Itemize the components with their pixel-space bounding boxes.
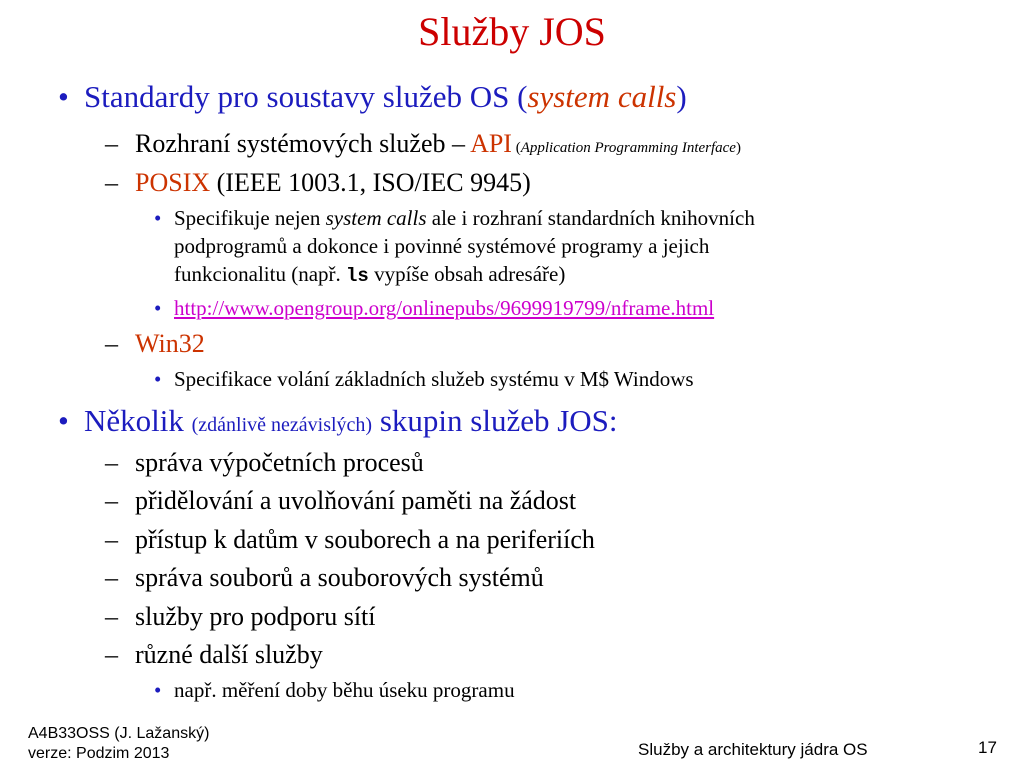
bullet-text: Standardy pro soustavy služeb OS (system calls)	[84, 79, 687, 114]
subsub-text-line3: funkcionalitu (např. ls vypíše obsah adresáře)	[174, 262, 566, 287]
dash-icon: –	[105, 640, 118, 669]
list-item-text: přístup k datům v souborech a na periferiích	[135, 525, 595, 554]
subbullet-text: Win32	[135, 329, 205, 358]
dash-icon: –	[105, 563, 118, 592]
dash-icon: –	[105, 129, 118, 158]
list-item-text: správa výpočetních procesů	[135, 448, 424, 477]
list-item-text: správa souborů a souborových systémů	[135, 563, 544, 592]
subbullet-text: Rozhraní systémových služeb – API (Application Programming Interface)	[135, 129, 741, 158]
subsub-text-line2: podprogramů a dokonce i povinné systémové programy a jejich	[174, 234, 710, 258]
opengroup-link[interactable]: http://www.opengroup.org/onlinepubs/9699919799/nframe.html	[174, 296, 715, 320]
bullet-icon: •	[154, 296, 162, 320]
footer-version: verze: Podzim 2013	[28, 745, 170, 762]
dash-icon: –	[105, 525, 118, 554]
list-item-text: různé další služby	[135, 640, 323, 669]
bullet-icon: •	[58, 403, 69, 438]
bullet-icon: •	[154, 367, 162, 391]
dash-icon: –	[105, 602, 118, 631]
subsub-text: Specifikace volání základních služeb systému v M$ Windows	[174, 367, 694, 391]
dash-icon: –	[105, 329, 118, 358]
dash-icon: –	[105, 448, 118, 477]
bullet-icon: •	[58, 79, 69, 114]
footer-course: A4B33OSS (J. Lažanský)	[28, 725, 210, 742]
dash-icon: –	[105, 486, 118, 515]
footer-topic: Služby a architektury jádra OS	[638, 740, 868, 759]
dash-icon: –	[105, 168, 118, 197]
bullet-icon: •	[154, 206, 162, 230]
page-number: 17	[978, 738, 997, 757]
subbullet-text: POSIX (IEEE 1003.1, ISO/IEC 9945)	[135, 168, 531, 197]
subsub-text: např. měření doby běhu úseku programu	[174, 678, 515, 702]
list-item-text: přidělování a uvolňování paměti na žádost	[135, 486, 577, 515]
page-title: Služby JOS	[418, 9, 606, 54]
bullet-icon: •	[154, 678, 162, 702]
bullet-text: Několik (zdánlivě nezávislých) skupin služeb JOS:	[84, 403, 618, 438]
subsub-text-line1: Specifikuje nejen system calls ale i rozhraní standardních knihovních	[174, 206, 755, 230]
list-item-text: služby pro podporu sítí	[135, 602, 376, 631]
